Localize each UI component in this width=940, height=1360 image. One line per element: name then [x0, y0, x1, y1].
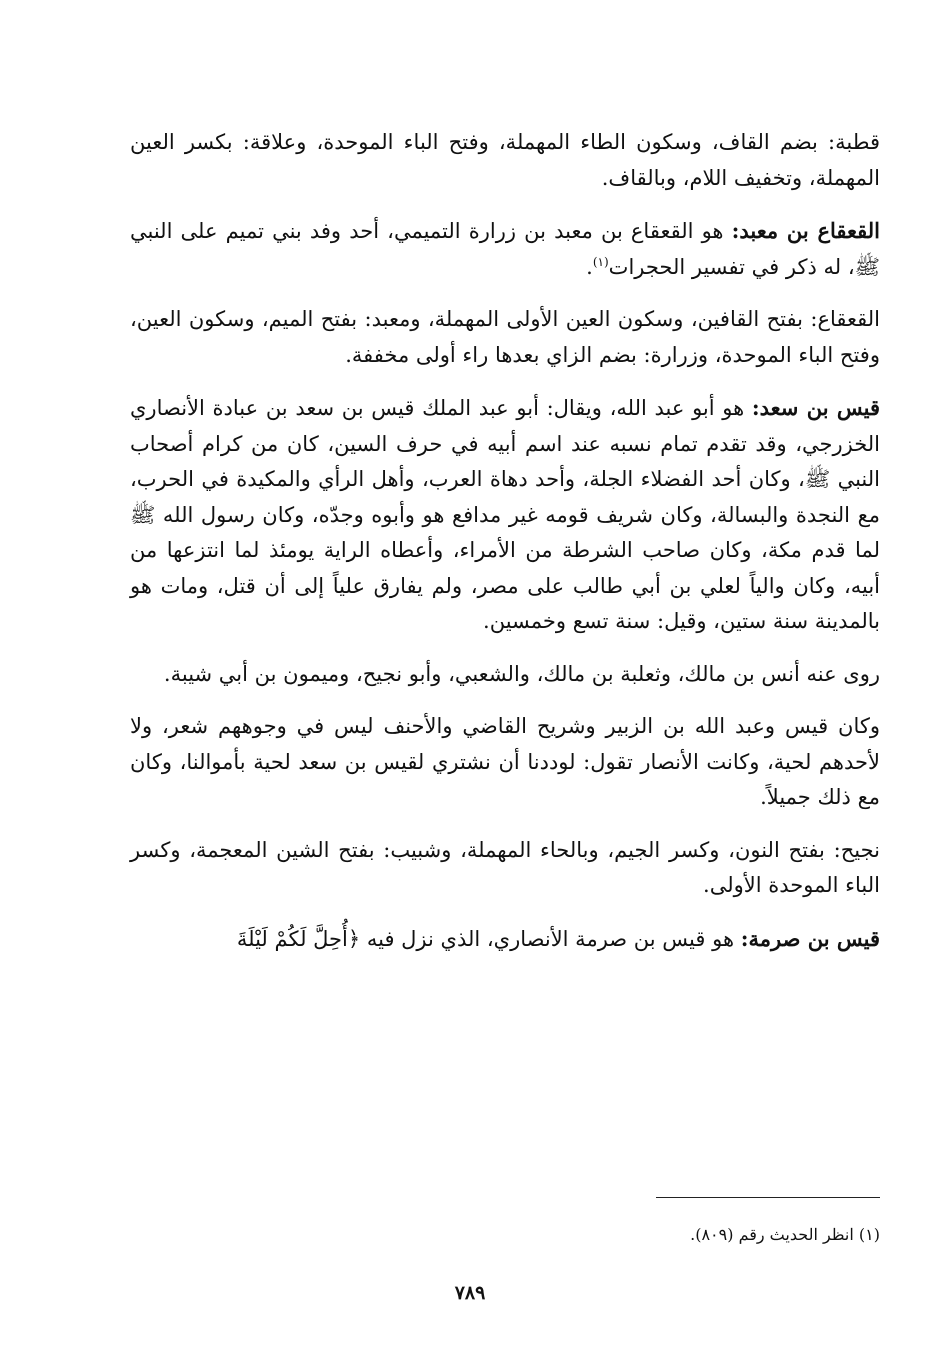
paragraph-text: هو أبو عبد الله، ويقال: أبو عبد الملك قيس بن سعد بن عبادة الأنصاري الخزرجي، وقد تقدم تمام نسبه عند اسم أبيه في حرف السين، كان من كرام أصحاب النبي ﷺ، وكان أحد الفضلاء الجلة، وأحد دهاة العرب، وأهل الرأي والمكيدة في الحرب، مع النجدة والبسالة، وكان شريف قومه غير مدافع هو وأبوه وجدّه، وكان رسول الله ﷺ لما قدم مكة، وكان صاحب الشرطة من الأمراء، وأعطاه الراية يومئذ لما انتزعها من أبيه، وكان والياً لعلي بن أبي طالب على مصر، ولم يفارق علياً إلى أن قتل، ومات هو بالمدينة سنة ستين، وقيل: سنة تسع وخمسين. [130, 396, 880, 633]
paragraph-text: وكان قيس وعبد الله بن الزبير وشريح القاضي والأحنف ليس في وجوههم شعر، ولا لأحدهم لحية، وكانت الأنصار تقول: لوددنا أن نشتري لقيس بن سعد لحية بأموالنا، وكان مع ذلك جميلاً. [130, 714, 880, 809]
entry-heading: قيس بن صرمة: [740, 925, 880, 951]
entry-heading: القعقاع بن معبد: [731, 218, 881, 243]
paragraph-qutba [130, 125, 880, 196]
paragraph-tail: . [586, 254, 593, 279]
paragraph-text: روى عنه أنس بن مالك، وثعلبة بن مالك، والشعبي، وأبو نجيح، وميمون بن أبي شيبة. [163, 661, 880, 686]
paragraph-text: نجيح: بفتح النون، وكسر الجيم، وبالحاء المهملة، وشبيب: بفتح الشين المعجمة، وكسر الباء الموحدة الأولى. [130, 837, 880, 897]
footnote: (١) انظر الحديث رقم (٨٠٩). [690, 1225, 880, 1244]
paragraph-qays-bin-sirma [130, 921, 880, 958]
paragraph-najih-spelling [130, 833, 880, 904]
page-body [130, 125, 880, 974]
paragraph-text: قطبة: بضم القاف، وسكون الطاء المهملة، وفتح الباء الموحدة، وعلاقة: بكسر العين المهملة، وتخفيف اللام، وبالقاف. [130, 130, 880, 190]
page-number: ٧٨٩ [454, 1282, 486, 1304]
paragraph-narrators [130, 657, 880, 693]
entry-heading: قيس بن سعد: [751, 395, 881, 420]
paragraph-qays-bin-saad [130, 390, 880, 640]
paragraph-text: القعقاع: بفتح القافين، وسكون العين الأولى المهملة، ومعبد: بفتح الميم، وسكون العين، وفتح الباء الموحدة، وزرارة: بضم الزاي بعدها راء أولى مخففة. [130, 307, 880, 367]
paragraph-qaqaa-spelling [130, 302, 880, 373]
footnote-divider [656, 1197, 880, 1198]
paragraph-beardless [130, 709, 880, 816]
paragraph-qaqaa-bin-mabad [130, 213, 880, 285]
paragraph-text: هو قيس بن صرمة الأنصاري، الذي نزل فيه ﴿أُحِلَّ لَكُمْ لَيْلَةَ [236, 926, 741, 951]
footnote-reference[interactable]: (١) [592, 254, 609, 269]
paragraph-text: هو القعقاع بن معبد بن زرارة التميمي، أحد وفد بني تميم على النبي ﷺ، له ذكر في تفسير الحجرات [130, 219, 880, 279]
